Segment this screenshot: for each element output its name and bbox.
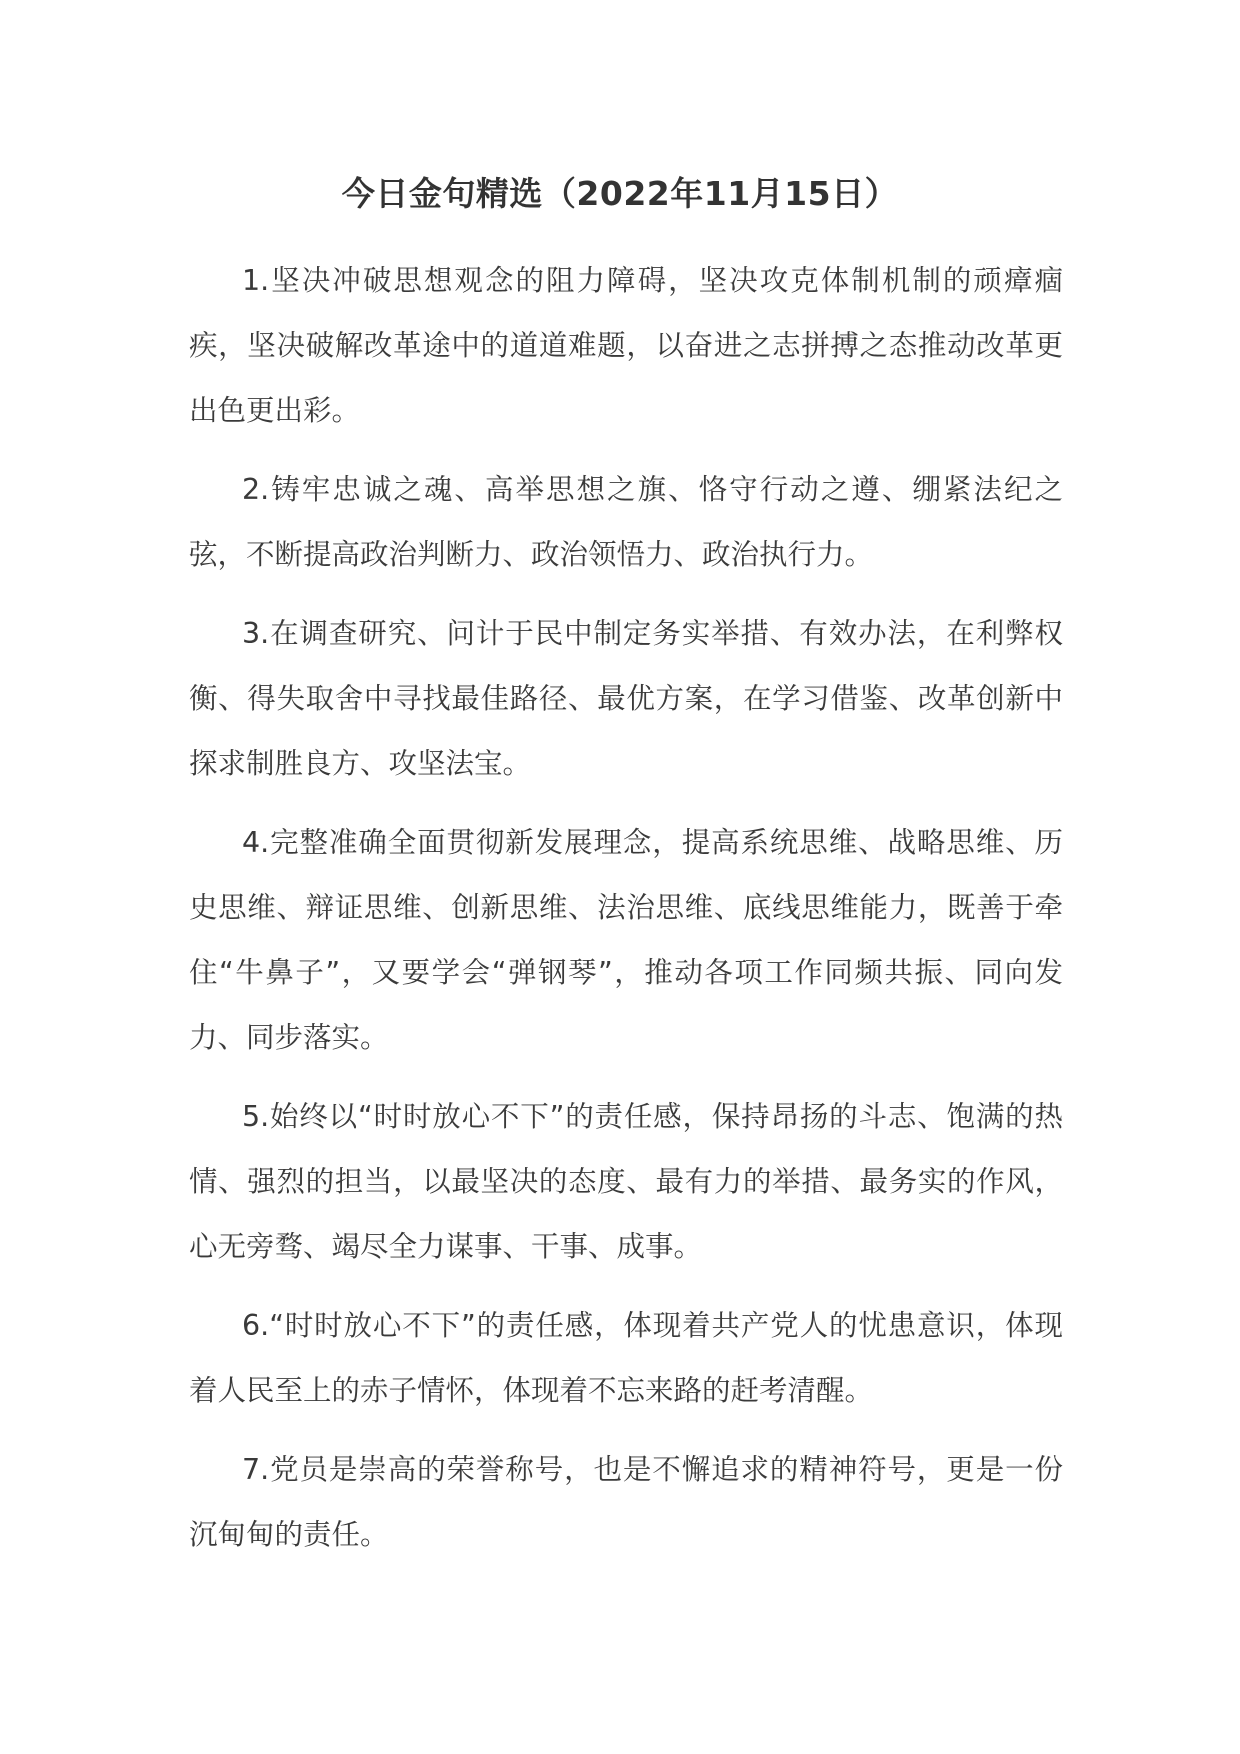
quote-paragraph-3: 3.在调查研究、问计于民中制定务实举措、有效办法，在利弊权衡、得失取舍中寻找最佳路径、最优方案，在学习借鉴、改革创新中探求制胜良方、攻坚法宝。 [189,617,1063,780]
quote-paragraph-7: 7.党员是崇高的荣誉称号，也是不懈追求的精神符号，更是一份沉甸甸的责任。 [189,1453,1063,1551]
document-body [189,248,1063,1581]
document-title: 今日金句精选（2022年11月15日） [341,174,899,213]
quote-paragraph-2: 2.铸牢忠诚之魂、高举思想之旗、恪守行动之遵、绷紧法纪之弦，不断提高政治判断力、政治领悟力、政治执行力。 [189,473,1063,571]
quote-paragraph-1: 1.坚决冲破思想观念的阻力障碍，坚决攻克体制机制的顽瘴痼疾，坚决破解改革途中的道道难题，以奋进之志拼搏之态推动改革更出色更出彩。 [189,264,1063,427]
quote-paragraph-6: 6.“时时放心不下”的责任感，体现着共产党人的忧患意识，体现着人民至上的赤子情怀，体现着不忘来路的赶考清醒。 [189,1309,1063,1407]
quote-paragraph-4: 4.完整准确全面贯彻新发展理念，提高系统思维、战略思维、历史思维、辩证思维、创新思维、法治思维、底线思维能力，既善于牵住“牛鼻子”，又要学会“弹钢琴”，推动各项工作同频共振、同向发力、同步落实。 [189,826,1063,1054]
quote-paragraph-5: 5.始终以“时时放心不下”的责任感，保持昂扬的斗志、饱满的热情、强烈的担当，以最坚决的态度、最有力的举措、最务实的作风，心无旁骛、竭尽全力谋事、干事、成事。 [189,1100,1063,1263]
